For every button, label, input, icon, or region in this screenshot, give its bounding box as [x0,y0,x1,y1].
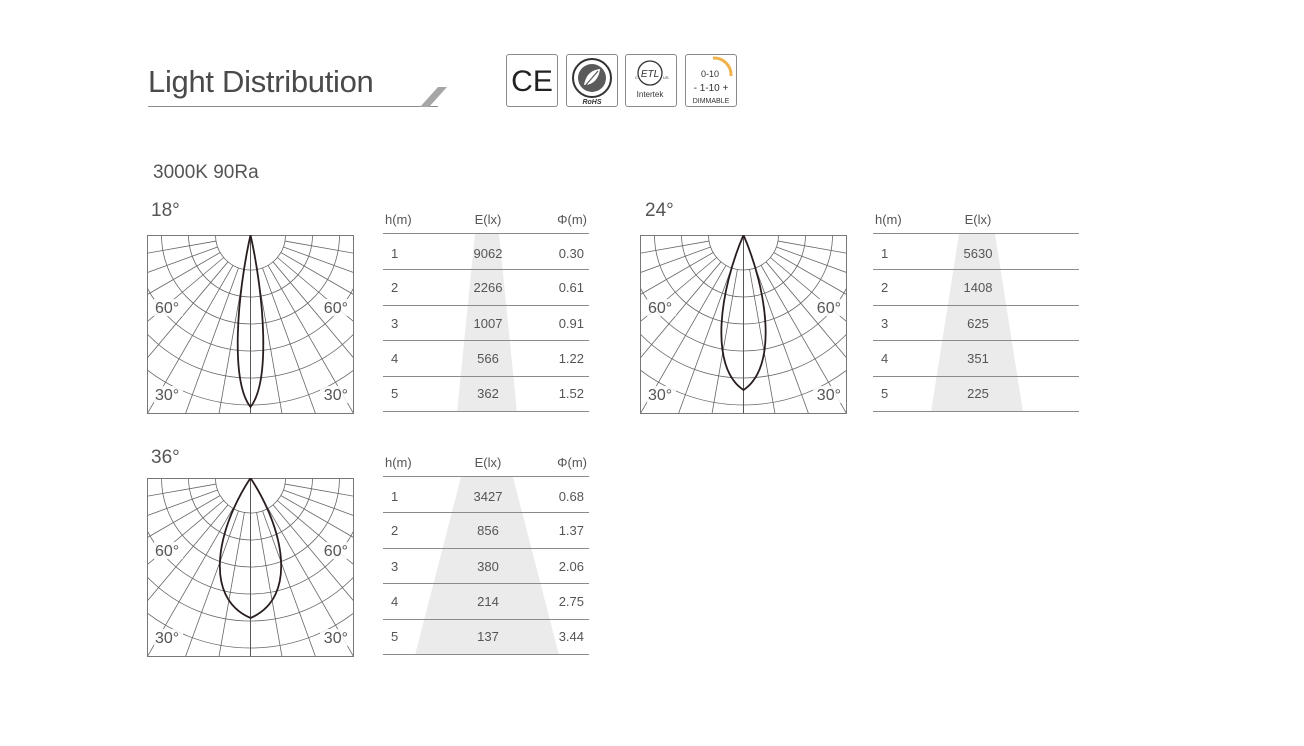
table-rule [383,548,589,549]
polar-spoke [750,269,801,414]
table-cell-diameter: 3.44 [558,629,584,644]
polar-angle-label: 60° [155,300,180,317]
column-header-height: h(m) [875,212,902,227]
table-rule [383,583,589,584]
title-underline [148,106,438,107]
table-cell-diameter: 1.37 [558,523,584,538]
polar-spoke [285,241,354,292]
polar-diagram-36 [147,478,354,657]
table-cell-illuminance: 362 [477,386,499,401]
table-rule [873,233,1079,234]
polar-spoke [776,247,847,348]
polar-angle-label: 60° [323,300,348,317]
table-cell-illuminance: 225 [967,386,989,401]
beam-angle-label: 24° [645,200,674,221]
polar-angle-label: 60° [648,300,673,317]
svg-text:ETL: ETL [640,69,660,80]
polar-angle-label: 60° [323,543,348,560]
table-cell-diameter: 0.68 [558,489,584,504]
svg-text:C: C [635,75,638,80]
table-cell-height: 5 [391,629,399,644]
polar-spoke [640,241,709,292]
table-rule [383,476,589,477]
table-cell-illuminance: 2266 [473,280,503,295]
polar-spoke [285,484,354,535]
polar-diagram-18 [147,235,354,414]
polar-spoke [283,490,354,591]
polar-spoke [257,269,308,414]
table-rule [383,654,589,655]
polar-angle-label: 30° [816,387,841,404]
polar-spoke [147,247,218,348]
color-spec-label: 3000K 90Ra [153,162,259,183]
table-cell-height: 2 [391,280,399,295]
column-header-diameter: Φ(m) [557,455,587,470]
ce-badge [506,54,558,107]
table-rule [383,411,589,412]
table-cell-diameter: 0.61 [558,280,584,295]
table-rule [383,512,589,513]
dimmable-icon [686,55,736,106]
polar-angle-label: 30° [323,630,348,647]
table-cell-height: 2 [391,523,399,538]
table-cell-height: 1 [391,246,399,261]
polar-spoke [147,490,218,591]
table-cell-illuminance: 5630 [963,246,993,261]
dimmable-badge [685,54,737,107]
table-cell-diameter: 1.22 [558,351,584,366]
table-cell-illuminance: 1408 [963,280,993,295]
table-cell-illuminance: 566 [477,351,499,366]
svg-text:DIMMABLE: DIMMABLE [692,98,730,105]
table-rule [873,376,1079,377]
polar-spoke [686,269,737,414]
table-cell-height: 4 [881,351,889,366]
table-rule [383,619,589,620]
polar-diagram-24 [640,235,847,414]
beam-angle-label: 18° [151,200,180,221]
table-cell-height: 3 [391,559,399,574]
beam-angle-label: 36° [151,447,180,468]
table-cell-height: 3 [391,316,399,331]
rohs-badge [566,54,618,107]
svg-text:0-10: 0-10 [700,69,720,79]
svg-text:US: US [663,75,669,80]
table-cell-height: 4 [391,351,399,366]
column-header-diameter: Φ(m) [557,212,587,227]
svg-text:CE: CE [511,65,553,98]
title-accent-flag [420,87,448,107]
table-cell-illuminance: 1007 [473,316,503,331]
etl-intertek-icon [626,55,676,106]
table-rule [873,305,1079,306]
column-header-height: h(m) [385,455,412,470]
table-cell-height: 4 [391,594,399,609]
polar-angle-label: 30° [323,387,348,404]
polar-spoke [283,247,354,348]
table-cell-illuminance: 9062 [473,246,503,261]
rohs-icon [567,55,617,106]
polar-spoke [257,512,308,657]
light-cone-shading [383,212,589,413]
page-title: Light Distribution [148,64,374,99]
polar-angle-label: 30° [155,387,180,404]
table-cell-height: 1 [391,489,399,504]
table-cell-illuminance: 3427 [473,489,503,504]
table-cell-diameter: 2.75 [558,594,584,609]
table-rule [383,233,589,234]
table-rule [383,269,589,270]
table-cell-height: 5 [391,386,399,401]
polar-spoke [193,269,244,414]
table-cell-height: 5 [881,386,889,401]
etl-badge [625,54,677,107]
polar-spoke [193,512,244,657]
table-rule [873,340,1079,341]
table-cell-height: 3 [881,316,889,331]
table-cell-illuminance: 137 [477,629,499,644]
table-cell-illuminance: 380 [477,559,499,574]
table-rule [873,411,1079,412]
light-cone-shading [383,455,589,656]
polar-angle-label: 60° [155,543,180,560]
illuminance-table-24 [873,212,1079,413]
table-cell-illuminance: 625 [967,316,989,331]
column-header-illuminance: E(lx) [474,455,502,470]
table-cell-height: 2 [881,280,889,295]
table-rule [383,376,589,377]
table-rule [873,269,1079,270]
table-cell-height: 1 [881,246,889,261]
svg-text:Intertek: Intertek [636,90,664,99]
table-cell-diameter: 1.52 [558,386,584,401]
svg-text:- 1-10 +: - 1-10 + [693,83,729,94]
table-cell-illuminance: 214 [477,594,499,609]
svg-text:RoHS: RoHS [582,99,602,106]
illuminance-table-36 [383,455,589,656]
light-cone-shading [873,212,1079,413]
polar-angle-label: 60° [816,300,841,317]
table-cell-diameter: 0.30 [558,246,584,261]
table-cell-diameter: 0.91 [558,316,584,331]
column-header-illuminance: E(lx) [964,212,992,227]
column-header-height: h(m) [385,212,412,227]
column-header-illuminance: E(lx) [474,212,502,227]
illuminance-table-18 [383,212,589,413]
polar-spoke [778,241,847,292]
polar-spoke [640,247,711,348]
polar-spoke [147,484,216,535]
table-rule [383,305,589,306]
table-rule [383,340,589,341]
polar-spoke [147,241,216,292]
ce-mark-icon [507,55,557,106]
table-cell-illuminance: 856 [477,523,499,538]
polar-angle-label: 30° [648,387,673,404]
polar-angle-label: 30° [155,630,180,647]
table-cell-illuminance: 351 [967,351,989,366]
table-cell-diameter: 2.06 [558,559,584,574]
